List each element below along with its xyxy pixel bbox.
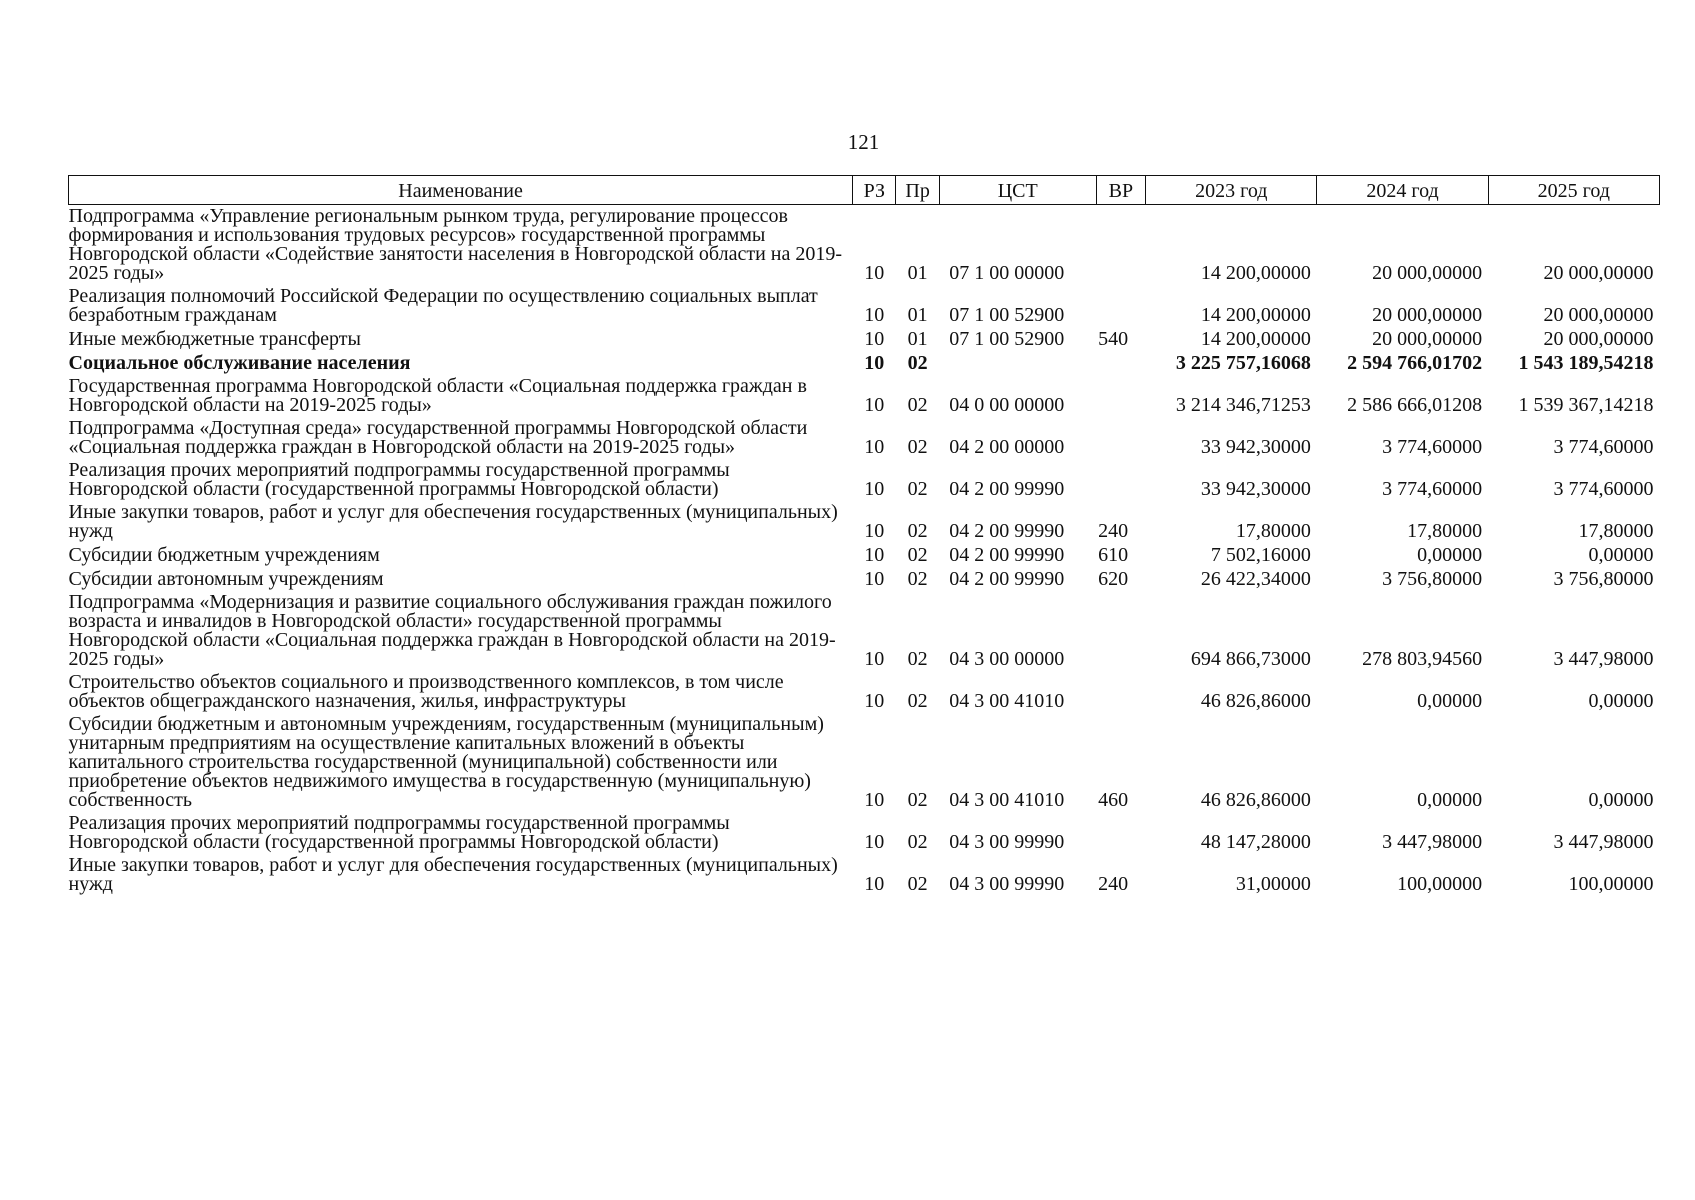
cell-cst: 07 1 00 52900 bbox=[949, 328, 1065, 350]
cell-vr bbox=[1096, 671, 1146, 713]
cell-2025: 20 000,00000 bbox=[1543, 328, 1654, 350]
cell-vr bbox=[1096, 375, 1146, 417]
cell-pr: 02 bbox=[907, 873, 928, 895]
cell-cst: 04 3 00 41010 bbox=[949, 789, 1065, 811]
cell-name: Иные межбюджетные трансферты bbox=[68, 328, 361, 350]
table-row bbox=[69, 543, 1660, 567]
cell-pr: 02 bbox=[907, 789, 928, 811]
column-header-2024: 2024 год bbox=[1317, 176, 1488, 205]
cell-rz: 10 bbox=[864, 328, 885, 350]
column-header-cst: ЦСТ bbox=[939, 176, 1096, 205]
page-number: 121 bbox=[847, 130, 880, 154]
cell-rz: 10 bbox=[864, 648, 885, 670]
table-row bbox=[69, 854, 1660, 896]
cell-2024: 17,80000 bbox=[1407, 520, 1483, 542]
table-row bbox=[69, 285, 1660, 327]
cell-pr: 02 bbox=[907, 394, 928, 416]
budget-table bbox=[68, 175, 1660, 896]
cell-2023: 48 147,28000 bbox=[1200, 831, 1311, 853]
cell-2025: 0,00000 bbox=[1588, 690, 1654, 712]
cell-2023: 33 942,30000 bbox=[1200, 478, 1311, 500]
table-row bbox=[69, 205, 1660, 286]
cell-cst: 04 2 00 99990 bbox=[949, 544, 1065, 566]
column-header-name: Наименование bbox=[69, 176, 853, 205]
cell-rz: 10 bbox=[864, 352, 885, 374]
cell-2024: 100,00000 bbox=[1397, 873, 1483, 895]
cell-vr bbox=[1096, 417, 1146, 459]
table-row bbox=[69, 327, 1660, 351]
cell-name: Строительство объектов социального и производственного комплексов, в том числе объектов общегражданского назначения, жилья, инфраструктуры bbox=[68, 671, 784, 712]
cell-2024: 278 803,94560 bbox=[1362, 648, 1483, 670]
column-header-2023: 2023 год bbox=[1146, 176, 1317, 205]
cell-name: Иные закупки товаров, работ и услуг для обеспечения государственных (муниципальных) нужд bbox=[68, 854, 838, 895]
cell-cst: 04 2 00 00000 bbox=[949, 436, 1065, 458]
table-row bbox=[69, 375, 1660, 417]
cell-2023: 694 866,73000 bbox=[1190, 648, 1311, 670]
cell-rz: 10 bbox=[864, 436, 885, 458]
cell-2024: 3 447,98000 bbox=[1382, 831, 1483, 853]
cell-2024: 2 586 666,01208 bbox=[1347, 394, 1483, 416]
cell-2025: 20 000,00000 bbox=[1543, 262, 1654, 284]
table-row bbox=[69, 591, 1660, 671]
cell-name: Государственная программа Новгородской области «Социальная поддержка граждан в Новгородской области на 2019-2025 годы» bbox=[68, 375, 807, 416]
cell-name: Иные закупки товаров, работ и услуг для обеспечения государственных (муниципальных) нужд bbox=[68, 501, 838, 542]
cell-2024: 3 756,80000 bbox=[1382, 568, 1483, 590]
cell-2025: 1 543 189,54218 bbox=[1518, 352, 1654, 374]
cell-2025: 3 447,98000 bbox=[1553, 831, 1654, 853]
table-row bbox=[69, 567, 1660, 591]
cell-rz: 10 bbox=[864, 544, 885, 566]
cell-2025: 0,00000 bbox=[1588, 789, 1654, 811]
table-row bbox=[69, 713, 1660, 812]
table-row bbox=[69, 459, 1660, 501]
cell-pr: 02 bbox=[907, 568, 928, 590]
cell-pr: 02 bbox=[907, 831, 928, 853]
cell-cst: 04 2 00 99990 bbox=[949, 478, 1065, 500]
cell-2025: 3 447,98000 bbox=[1553, 648, 1654, 670]
cell-name: Реализация полномочий Российской Федерации по осуществлению социальных выплат безработным гражданам bbox=[68, 285, 818, 326]
cell-pr: 02 bbox=[907, 520, 928, 542]
cell-pr: 02 bbox=[907, 648, 928, 670]
cell-vr bbox=[1096, 351, 1146, 375]
cell-pr: 02 bbox=[907, 436, 928, 458]
cell-2023: 17,80000 bbox=[1235, 520, 1311, 542]
table-row bbox=[69, 812, 1660, 854]
cell-name: Субсидии бюджетным и автономным учреждениям, государственным (муниципальным) унитарным предприятиям на осуществление капитальных вложений в объекты капитального строительства государственной (муниципальной) собственности или приобретение объектов недвижимого имущества в государственную (муниципальную) собственность bbox=[68, 713, 824, 811]
table-row bbox=[69, 417, 1660, 459]
cell-2024: 0,00000 bbox=[1417, 690, 1483, 712]
table-body bbox=[69, 205, 1660, 897]
column-header-vr: ВР bbox=[1096, 176, 1146, 205]
cell-2025: 100,00000 bbox=[1568, 873, 1654, 895]
cell-cst: 04 2 00 99990 bbox=[949, 568, 1065, 590]
cell-cst: 04 3 00 41010 bbox=[949, 690, 1065, 712]
cell-rz: 10 bbox=[864, 520, 885, 542]
cell-pr: 01 bbox=[907, 304, 928, 326]
table-row bbox=[69, 501, 1660, 543]
cell-vr: 240 bbox=[1098, 873, 1129, 895]
cell-2024: 20 000,00000 bbox=[1372, 304, 1483, 326]
cell-2025: 3 756,80000 bbox=[1553, 568, 1654, 590]
cell-2025: 1 539 367,14218 bbox=[1518, 394, 1654, 416]
cell-vr bbox=[1096, 459, 1146, 501]
cell-2023: 3 214 346,71253 bbox=[1175, 394, 1311, 416]
cell-2025: 0,00000 bbox=[1588, 544, 1654, 566]
cell-vr bbox=[1096, 205, 1146, 286]
cell-cst: 04 3 00 99990 bbox=[949, 831, 1065, 853]
cell-2024: 20 000,00000 bbox=[1372, 262, 1483, 284]
cell-2023: 46 826,86000 bbox=[1200, 789, 1311, 811]
table-header bbox=[69, 176, 1660, 205]
cell-name: Социальное обслуживание населения bbox=[68, 352, 411, 374]
cell-name: Подпрограмма «Модернизация и развитие социального обслуживания граждан пожилого возраста и инвалидов в Новгородской области» государственной программы Новгородской области «Социальная поддержка граждан в Новгородской области на 2019-2025 годы» bbox=[68, 591, 836, 670]
cell-vr bbox=[1096, 812, 1146, 854]
cell-vr: 620 bbox=[1098, 568, 1129, 590]
table-row bbox=[69, 671, 1660, 713]
cell-name: Подпрограмма «Управление региональным рынком труда, регулирование процессов формирования и использования трудовых ресурсов» государственной программы Новгородской области «Содействие занятости населения в Новгородской области на 2019-2025 годы» bbox=[68, 205, 843, 284]
column-header-2025: 2025 год bbox=[1488, 176, 1659, 205]
cell-2023: 33 942,30000 bbox=[1200, 436, 1311, 458]
cell-pr: 02 bbox=[907, 544, 928, 566]
cell-vr: 610 bbox=[1098, 544, 1129, 566]
cell-cst: 04 0 00 00000 bbox=[949, 394, 1065, 416]
cell-cst: 04 3 00 99990 bbox=[949, 873, 1065, 895]
cell-2023: 14 200,00000 bbox=[1200, 328, 1311, 350]
cell-2025: 17,80000 bbox=[1578, 520, 1654, 542]
cell-cst: 04 3 00 00000 bbox=[949, 648, 1065, 670]
cell-2024: 20 000,00000 bbox=[1372, 328, 1483, 350]
cell-rz: 10 bbox=[864, 262, 885, 284]
cell-cst: 04 2 00 99990 bbox=[949, 520, 1065, 542]
cell-2025: 20 000,00000 bbox=[1543, 304, 1654, 326]
cell-pr: 01 bbox=[907, 328, 928, 350]
cell-2023: 46 826,86000 bbox=[1200, 690, 1311, 712]
cell-vr: 460 bbox=[1098, 789, 1129, 811]
cell-2025: 3 774,60000 bbox=[1553, 478, 1654, 500]
cell-rz: 10 bbox=[864, 304, 885, 326]
cell-2023: 7 502,16000 bbox=[1210, 544, 1311, 566]
cell-pr: 02 bbox=[907, 478, 928, 500]
cell-2023: 26 422,34000 bbox=[1200, 568, 1311, 590]
cell-2023: 3 225 757,16068 bbox=[1175, 352, 1311, 374]
column-header-pr: Пр bbox=[896, 176, 939, 205]
cell-2024: 0,00000 bbox=[1417, 789, 1483, 811]
cell-vr bbox=[1096, 285, 1146, 327]
cell-pr: 02 bbox=[907, 352, 928, 374]
cell-name: Субсидии автономным учреждениям bbox=[68, 568, 384, 590]
cell-2025: 3 774,60000 bbox=[1553, 436, 1654, 458]
cell-vr bbox=[1096, 591, 1146, 671]
cell-rz: 10 bbox=[864, 789, 885, 811]
cell-2023: 14 200,00000 bbox=[1200, 304, 1311, 326]
cell-2024: 3 774,60000 bbox=[1382, 436, 1483, 458]
cell-2023: 14 200,00000 bbox=[1200, 262, 1311, 284]
cell-name: Субсидии бюджетным учреждениям bbox=[68, 544, 380, 566]
cell-name: Реализация прочих мероприятий подпрограммы государственной программы Новгородской области (государственной программы Новгородской области) bbox=[68, 459, 730, 500]
cell-name: Подпрограмма «Доступная среда» государственной программы Новгородской области «Социальная поддержка граждан в Новгородской области на 2019-2025 годы» bbox=[68, 417, 808, 458]
cell-vr: 240 bbox=[1098, 520, 1129, 542]
cell-2023: 31,00000 bbox=[1235, 873, 1311, 895]
cell-cst: 07 1 00 00000 bbox=[949, 262, 1065, 284]
cell-rz: 10 bbox=[864, 568, 885, 590]
column-header-rz: РЗ bbox=[853, 176, 896, 205]
cell-2024: 3 774,60000 bbox=[1382, 478, 1483, 500]
cell-vr: 540 bbox=[1098, 328, 1129, 350]
cell-2024: 2 594 766,01702 bbox=[1347, 352, 1483, 374]
cell-2024: 0,00000 bbox=[1417, 544, 1483, 566]
cell-rz: 10 bbox=[864, 478, 885, 500]
cell-cst bbox=[939, 351, 1096, 375]
cell-pr: 02 bbox=[907, 690, 928, 712]
cell-rz: 10 bbox=[864, 394, 885, 416]
cell-pr: 01 bbox=[907, 262, 928, 284]
cell-rz: 10 bbox=[864, 873, 885, 895]
cell-rz: 10 bbox=[864, 831, 885, 853]
cell-rz: 10 bbox=[864, 690, 885, 712]
cell-name: Реализация прочих мероприятий подпрограммы государственной программы Новгородской области (государственной программы Новгородской области) bbox=[68, 812, 730, 853]
table-row bbox=[69, 351, 1660, 375]
cell-cst: 07 1 00 52900 bbox=[949, 304, 1065, 326]
